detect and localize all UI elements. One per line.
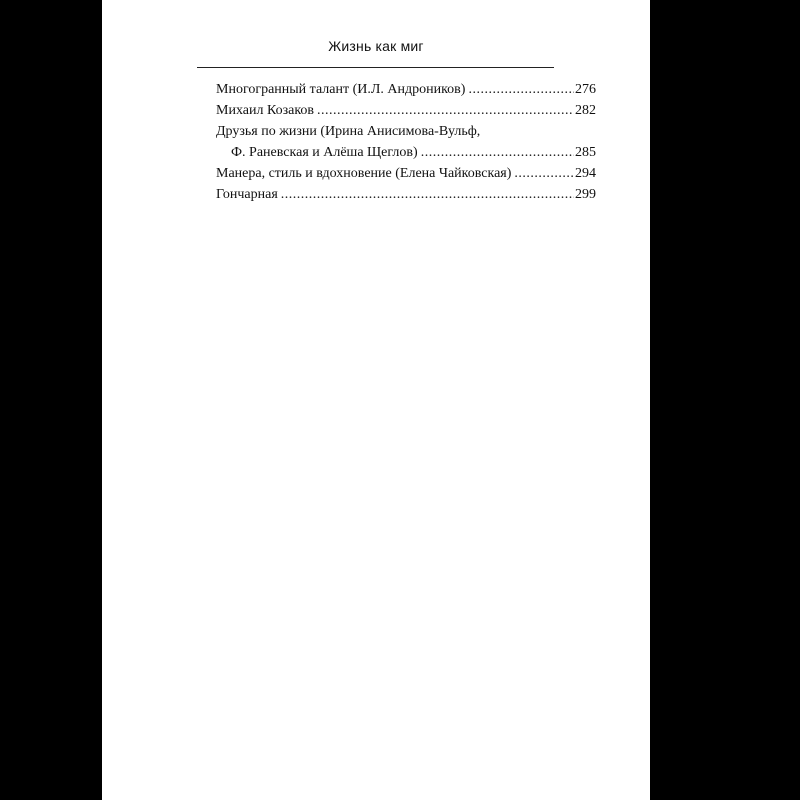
toc-entry-title: Гончарная	[216, 187, 278, 202]
toc-entry	[216, 184, 596, 205]
toc-dot-leader	[281, 184, 574, 205]
toc-entry-title: Друзья по жизни (Ирина Анисимова-Вульф,	[216, 124, 481, 139]
toc-page-number: 299	[575, 187, 596, 202]
toc-entry	[216, 163, 596, 184]
toc-dot-leader	[514, 163, 574, 184]
toc-entry-title: Михаил Козаков	[216, 103, 315, 118]
toc-page-number: 276	[575, 82, 596, 97]
toc-entry	[216, 79, 596, 100]
toc-dot-leader	[468, 79, 574, 100]
toc-entry	[216, 100, 596, 121]
toc-entry-continuation	[216, 142, 596, 163]
running-head: Жизнь как миг	[328, 38, 424, 54]
toc-page-number: 294	[575, 166, 596, 181]
book-page	[102, 0, 650, 800]
toc-dot-leader	[421, 142, 574, 163]
table-of-contents	[216, 79, 596, 205]
toc-dot-leader	[317, 100, 574, 121]
header-rule	[197, 67, 554, 68]
toc-entry-title: Многогранный талант (И.Л. Андроников)	[216, 82, 466, 97]
toc-page-number: 282	[575, 103, 596, 118]
toc-entry-title-continued: Ф. Раневская и Алёша Щеглов)	[231, 145, 418, 160]
toc-entry-first-line	[216, 121, 596, 142]
toc-entry-title: Манера, стиль и вдохновение (Елена Чайковская)	[216, 166, 512, 181]
toc-page-number: 285	[575, 145, 596, 160]
